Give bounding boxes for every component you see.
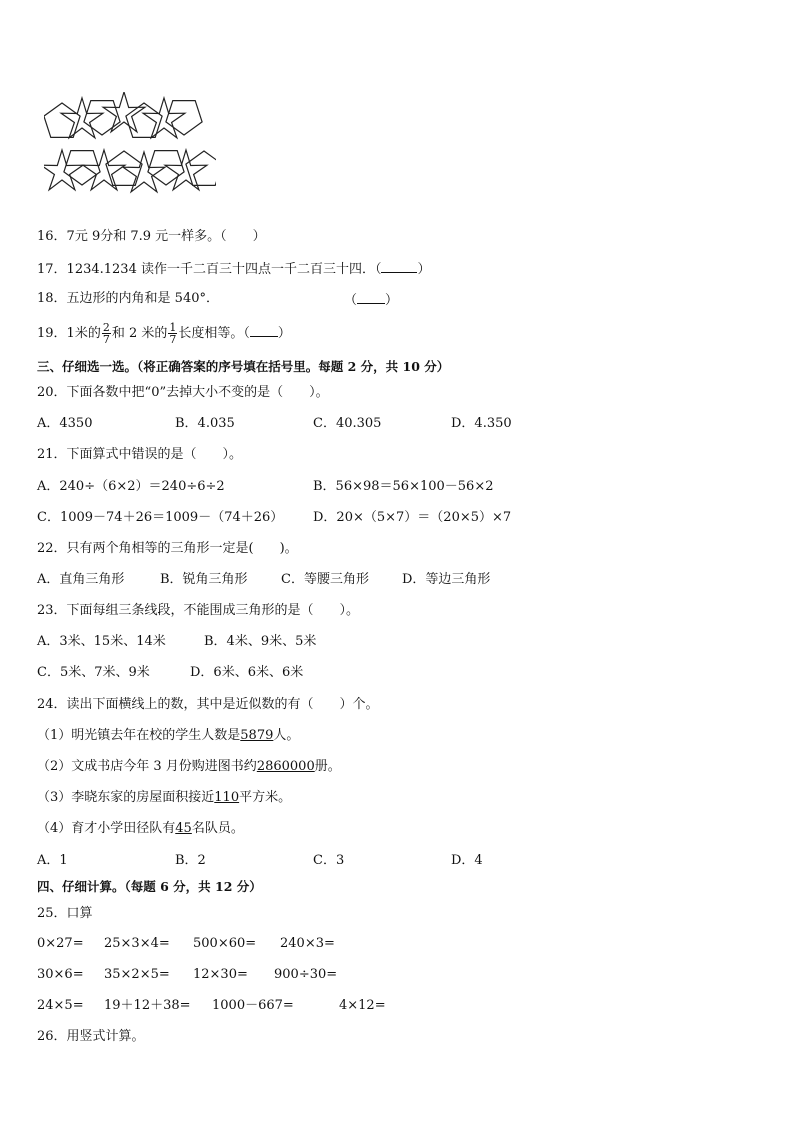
question-20: 20．下面各数中把“0”去掉大小不变的是（ ）。 bbox=[37, 385, 329, 400]
question-26: 26．用竖式计算。 bbox=[37, 1029, 145, 1044]
star-shape bbox=[103, 92, 145, 132]
calc-item: 500×60= bbox=[193, 936, 257, 951]
calc-item: 12×30= bbox=[193, 967, 248, 982]
calc-item: 1000－667= bbox=[212, 998, 294, 1013]
q22-option-d[interactable]: D．等边三角形 bbox=[402, 572, 491, 587]
calc-item: 19＋12＋38= bbox=[104, 998, 191, 1013]
calc-item: 900÷30= bbox=[274, 967, 338, 982]
question-19: 19．1米的 $\frac{2}{7}$ 和 2 米的 $\frac{1}{7}$ 长度相等。（ ） bbox=[37, 321, 291, 346]
q20-option-b[interactable]: B．4.035 bbox=[175, 416, 235, 431]
pentagon-shape bbox=[186, 151, 216, 185]
q21-option-c[interactable]: C．1009－74＋26＝1009－（74＋26） bbox=[37, 510, 284, 525]
q23-option-a[interactable]: A．3米、15米、14米 bbox=[37, 634, 166, 649]
pentagon-shape bbox=[44, 103, 80, 137]
section-4-heading: 四、仔细计算。（每题 6 分，共 12 分） bbox=[37, 879, 262, 894]
calc-item: 240×3= bbox=[280, 936, 335, 951]
q24-option-a[interactable]: A．1 bbox=[37, 853, 68, 868]
pentagon-star-tessellation-figure bbox=[44, 92, 216, 200]
calc-item: 4×12= bbox=[339, 998, 386, 1013]
answer-blank[interactable] bbox=[357, 291, 385, 304]
section-3-heading: 三、仔细选一选。（将正确答案的序号填在括号里。每题 2 分，共 10 分） bbox=[37, 359, 450, 374]
calc-item: 25×3×4= bbox=[104, 936, 170, 951]
q24-option-c[interactable]: C．3 bbox=[313, 853, 345, 868]
calc-item: 24×5= bbox=[37, 998, 84, 1013]
q21-option-a[interactable]: A．240÷（6×2）＝240÷6÷2 bbox=[37, 479, 225, 494]
question-24: 24．读出下面横线上的数，其中是近似数的有（ ）个。 bbox=[37, 697, 379, 712]
q24-item-3: （3）李晓东家的房屋面积接近110平方米。 bbox=[37, 790, 292, 805]
q24-item-1: （1）明光镇去年在校的学生人数是5879人。 bbox=[37, 728, 300, 743]
q24-option-b[interactable]: B．2 bbox=[175, 853, 206, 868]
q23-option-b[interactable]: B．4米、9米、5米 bbox=[204, 634, 317, 649]
answer-blank[interactable] bbox=[381, 260, 417, 273]
question-18-answer: （ ） bbox=[344, 293, 399, 308]
calc-item: 35×2×5= bbox=[104, 967, 170, 982]
q23-option-d[interactable]: D．6米、6米、6米 bbox=[190, 665, 304, 680]
question-18: 18．五边形的内角和是 540°． bbox=[37, 291, 219, 306]
star-shape bbox=[165, 150, 207, 190]
q21-option-b[interactable]: B．56×98＝56×100－56×2 bbox=[313, 479, 494, 494]
calc-item: 30×6= bbox=[37, 967, 84, 982]
q24-item-2: （2）文成书店今年 3 月份购进图书约2860000册。 bbox=[37, 759, 341, 774]
fraction-2-7: $\frac{2}{7}$ bbox=[102, 321, 110, 346]
answer-blank[interactable] bbox=[250, 324, 278, 337]
star-shape bbox=[83, 150, 125, 190]
question-23: 23．下面每组三条线段，不能围成三角形的是（ ）。 bbox=[37, 603, 360, 618]
star-shape bbox=[44, 150, 83, 190]
q22-option-c[interactable]: C．等腰三角形 bbox=[281, 572, 369, 587]
q24-item-4: （4）育才小学田径队有45名队员。 bbox=[37, 821, 244, 836]
q20-option-a[interactable]: A．4350 bbox=[37, 416, 93, 431]
question-25: 25．口算 bbox=[37, 906, 93, 921]
calc-item: 0×27= bbox=[37, 936, 84, 951]
question-17: 17．1234.1234 读作一千二百三十四点一千二百三十四．（ ） bbox=[37, 262, 431, 277]
question-21: 21．下面算式中错误的是（ ）。 bbox=[37, 447, 243, 462]
pentagon-shape bbox=[166, 101, 202, 135]
q21-option-d[interactable]: D．20×（5×7）＝（20×5）×7 bbox=[313, 510, 512, 525]
q24-option-d[interactable]: D．4 bbox=[451, 853, 483, 868]
q20-option-c[interactable]: C．40.305 bbox=[313, 416, 382, 431]
question-16: 16．7元 9分和 7.9 元一样多。（ ） bbox=[37, 229, 266, 244]
q22-option-b[interactable]: B．锐角三角形 bbox=[160, 572, 248, 587]
q23-option-c[interactable]: C．5米、7米、9米 bbox=[37, 665, 150, 680]
question-22: 22．只有两个角相等的三角形一定是( )。 bbox=[37, 541, 298, 556]
q20-option-d[interactable]: D．4.350 bbox=[451, 416, 512, 431]
q22-option-a[interactable]: A．直角三角形 bbox=[37, 572, 125, 587]
fraction-1-7: $\frac{1}{7}$ bbox=[169, 321, 177, 346]
